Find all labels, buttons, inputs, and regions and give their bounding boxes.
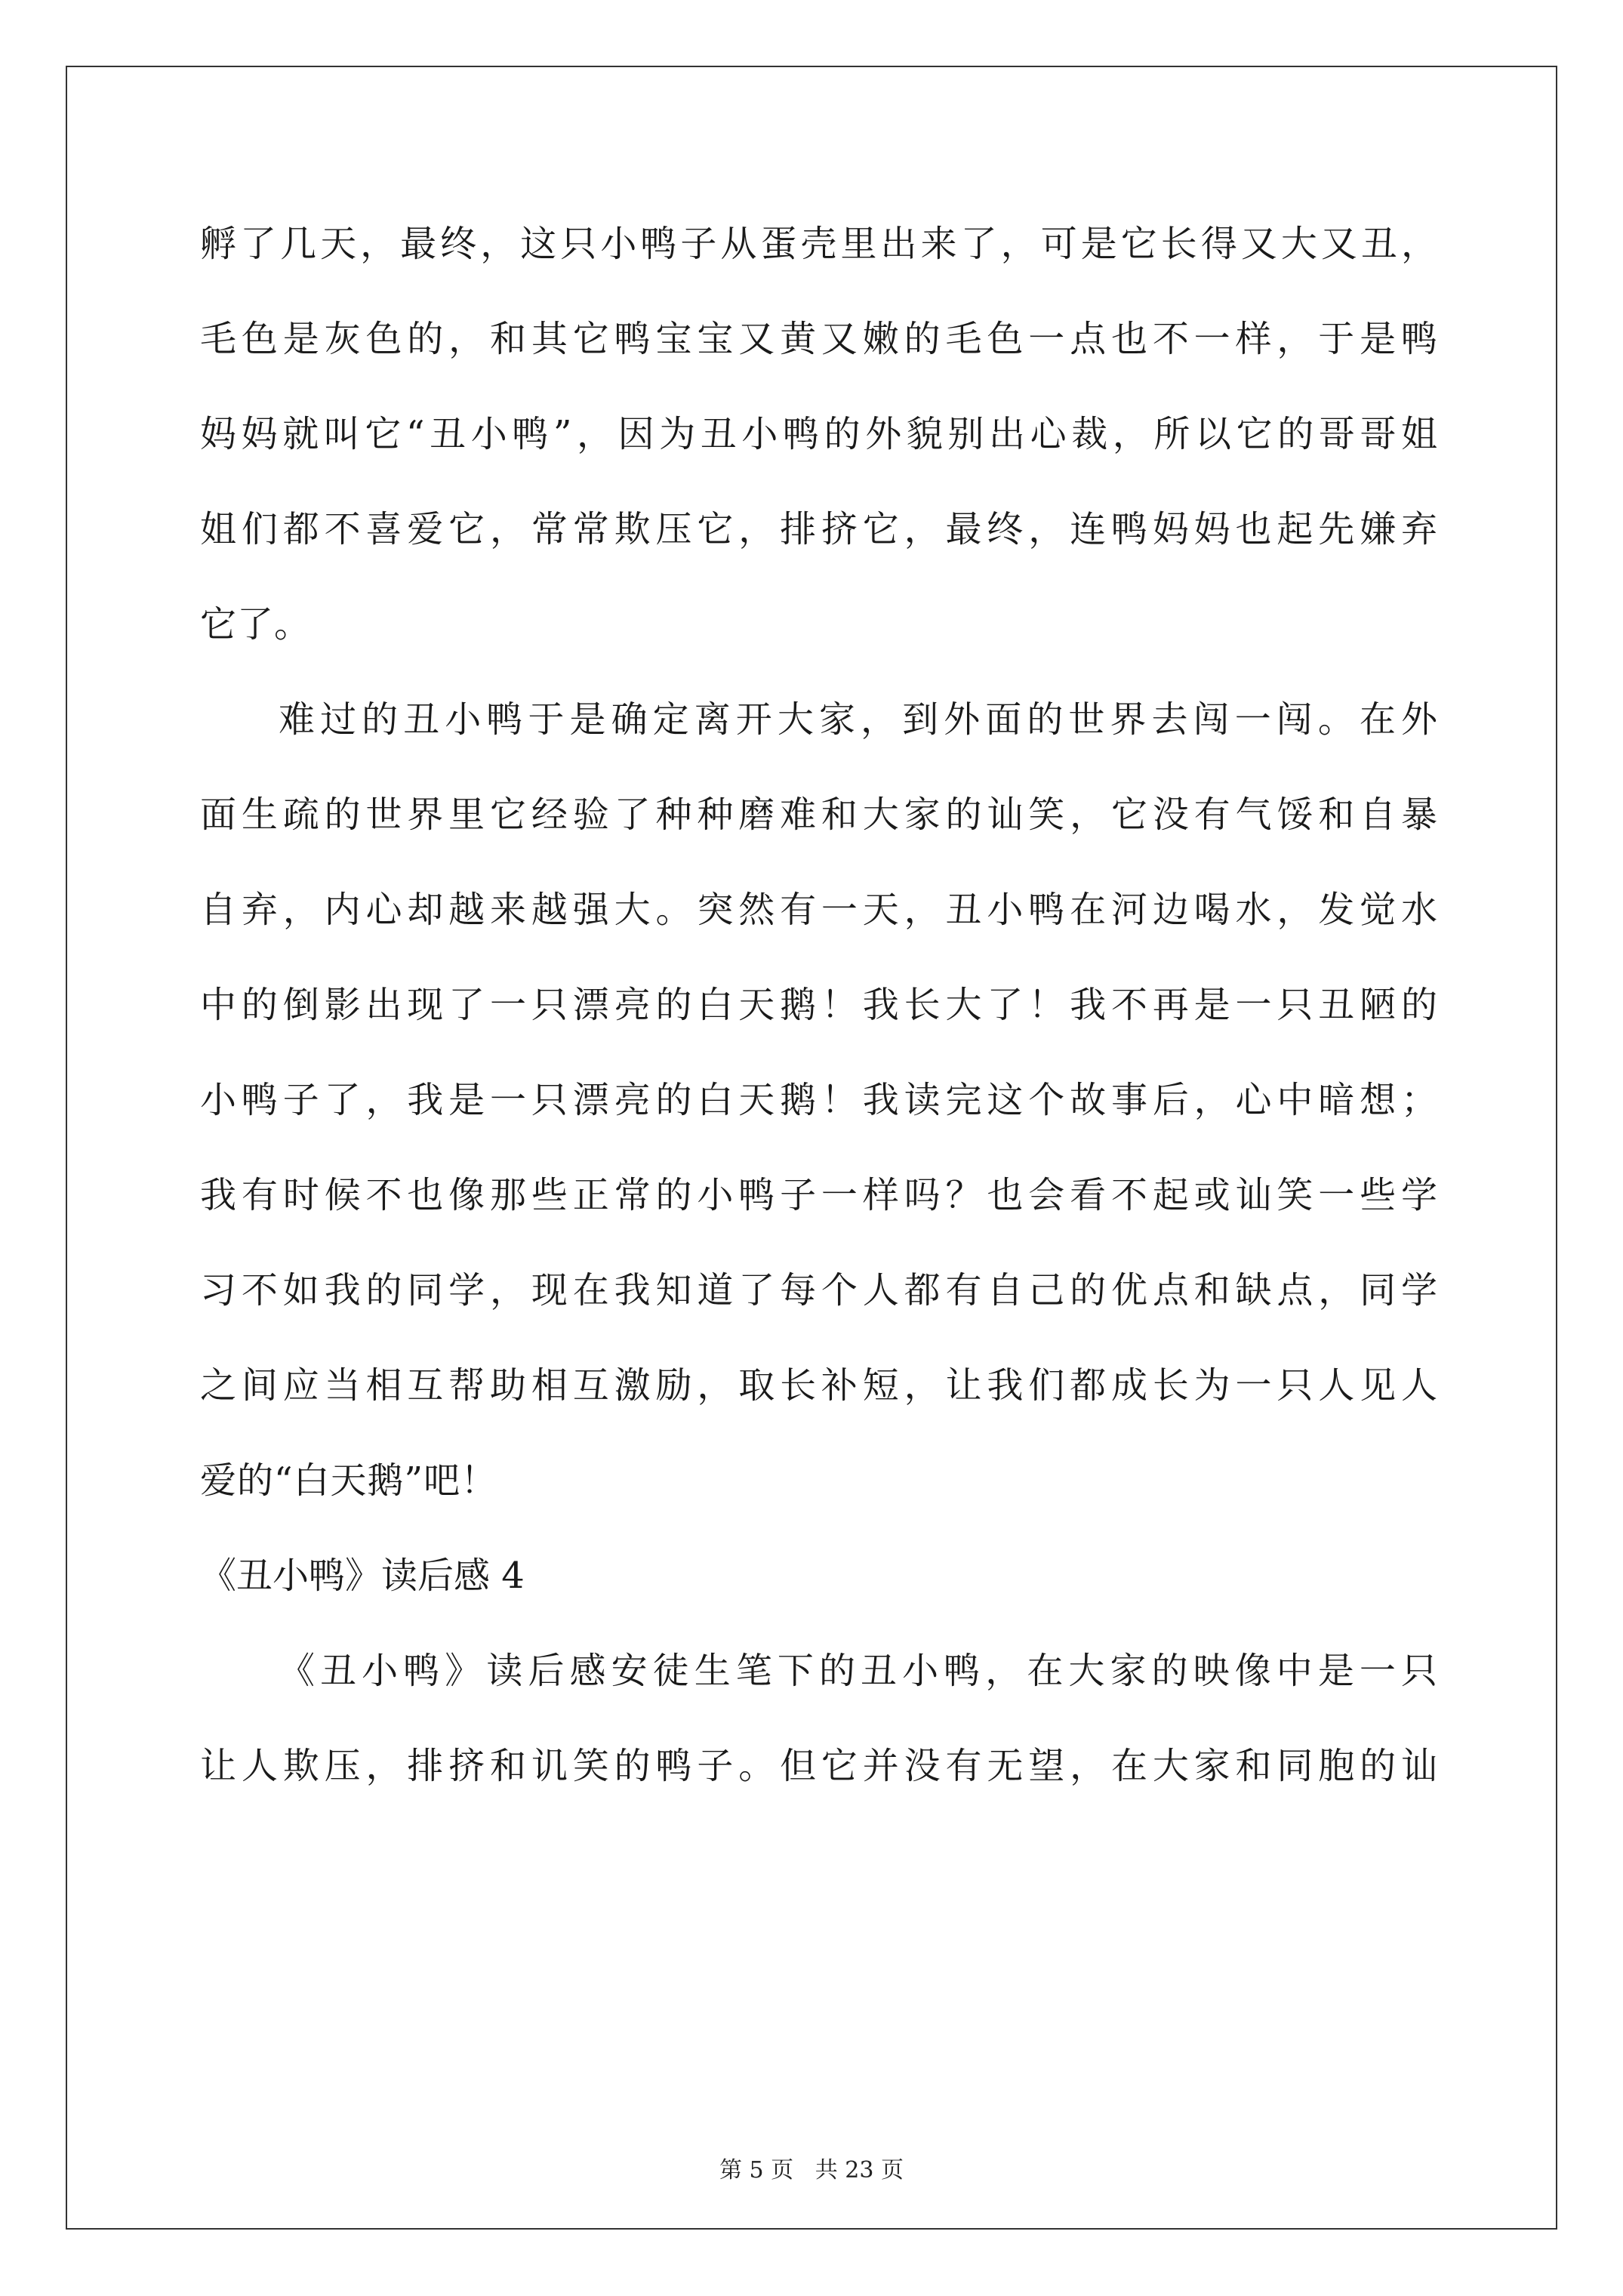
text-line-2: 毛色是灰色的，和其它鸭宝宝又黄又嫩的毛色一点也不一样，于是鸭 bbox=[200, 318, 1438, 360]
text-line-12: 习不如我的同学，现在我知道了每个人都有自己的优点和缺点，同学 bbox=[200, 1269, 1438, 1311]
text-line-7: 面生疏的世界里它经验了种种磨难和大家的讪笑，它没有气馁和自暴 bbox=[200, 794, 1438, 836]
page-number: 第 5 页 bbox=[719, 2157, 794, 2184]
text-line-9: 中的倒影出现了一只漂亮的白天鹅！我长大了！我不再是一只丑陋的 bbox=[200, 984, 1438, 1026]
section-heading: 《丑小鸭》读后感 4 bbox=[200, 1555, 525, 1597]
text-line-3: 妈妈就叫它“丑小鸭”，因为丑小鸭的外貌别出心裁，所以它的哥哥姐 bbox=[200, 413, 1438, 455]
text-line-14: 爱的“白天鹅”吧！ bbox=[200, 1459, 498, 1502]
page-total: 共 23 页 bbox=[815, 2157, 904, 2184]
text-line-4: 姐们都不喜爱它，常常欺压它，排挤它，最终，连鸭妈妈也起先嫌弃 bbox=[200, 508, 1438, 550]
text-line-1: 孵了几天，最终，这只小鸭子从蛋壳里出来了，可是它长得又大又丑， bbox=[200, 223, 1438, 265]
text-line-8: 自弃，内心却越来越强大。突然有一天，丑小鸭在河边喝水，发觉水 bbox=[200, 889, 1438, 931]
text-line-5: 它了。 bbox=[200, 603, 312, 646]
text-line-11: 我有时候不也像那些正常的小鸭子一样吗？也会看不起或讪笑一些学 bbox=[200, 1174, 1438, 1216]
text-line-16: 《丑小鸭》读后感安徒生笔下的丑小鸭，在大家的映像中是一只 bbox=[279, 1650, 1438, 1692]
text-line-10: 小鸭子了，我是一只漂亮的白天鹅！我读完这个故事后，心中暗想； bbox=[200, 1079, 1438, 1121]
text-line-17: 让人欺压，排挤和讥笑的鸭子。但它并没有无望，在大家和同胞的讪 bbox=[200, 1745, 1438, 1787]
text-line-6: 难过的丑小鸭于是确定离开大家，到外面的世界去闯一闯。在外 bbox=[279, 698, 1438, 741]
document-body bbox=[200, 196, 1438, 1814]
text-line-13: 之间应当相互帮助相互激励，取长补短，让我们都成长为一只人见人 bbox=[200, 1364, 1438, 1407]
page-footer bbox=[0, 2156, 1623, 2186]
